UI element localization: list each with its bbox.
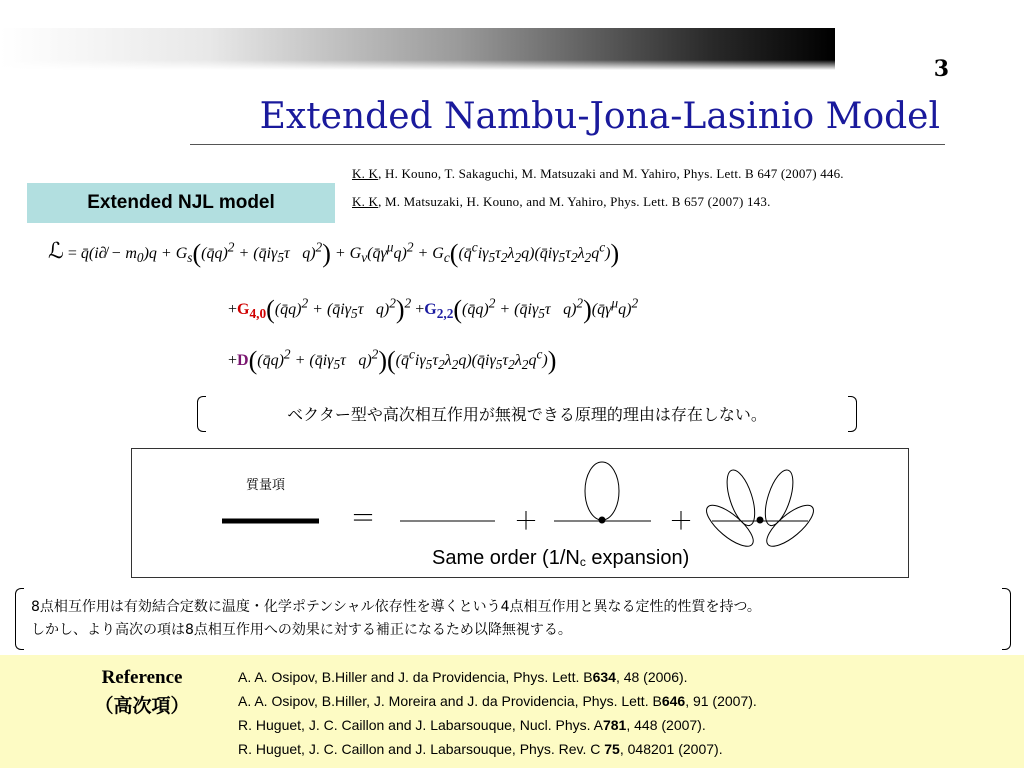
coupling-g22: $G_{2,2}$ — [424, 301, 454, 322]
bracket-right — [848, 396, 857, 432]
top-reference-2 — [352, 188, 844, 216]
top-references — [352, 160, 844, 216]
loop-mid-left — [721, 467, 760, 529]
header-gradient-bar — [0, 28, 835, 70]
equals-sign: ＝ — [350, 504, 377, 534]
reference-details: , M. Matsuzaki, H. Kouno, and M. Yahiro, Phys. Lett. B 657 (2007) 143. — [378, 194, 771, 209]
coupling-d: D — [237, 352, 249, 369]
model-label-box — [27, 183, 335, 223]
model-label: Extended NJL model — [87, 192, 275, 213]
lagrangian-symbol: ℒ — [48, 238, 64, 263]
reference-author: K. K — [352, 194, 379, 209]
reference-item: A. A. Osipov, B.Hiller, J. Moreira and J. da Providencia, Phys. Lett. B646, 91 (2007). — [238, 693, 757, 709]
vertex-dot-1 — [599, 517, 606, 524]
slide-title: Extended Nambu-Jona-Lasinio Model — [259, 96, 940, 137]
single-loop — [585, 462, 619, 520]
eight-point-paragraph — [15, 588, 1011, 648]
vertex-dot-2 — [757, 517, 764, 524]
feynman-diagram-box — [131, 448, 909, 578]
note-text: ベクター型や高次相互作用が無視できる原理的理由は存在しない。 — [287, 404, 767, 424]
paragraph-text — [31, 596, 761, 642]
loop-mid-right — [760, 467, 799, 529]
reference-item: R. Huguet, J. C. Caillon and J. Labarsouque, Nucl. Phys. A781, 448 (2007). — [238, 717, 706, 733]
coupling-g40: $G_{4,0}$ — [237, 301, 267, 322]
loop-right — [761, 499, 820, 553]
bracket-left — [15, 588, 24, 650]
vector-interaction-note — [197, 396, 857, 430]
bracket-right — [1002, 588, 1011, 650]
reference-list — [238, 665, 757, 761]
reference-section — [0, 655, 1024, 768]
paragraph-line-2: しかし、より高次の項は8点相互作用への効果に対する補正になるため以降無視する。 — [31, 622, 572, 638]
reference-details: , H. Kouno, T. Sakaguchi, M. Matsuzaki and M. Yahiro, Phys. Lett. B 647 (2007) 446. — [378, 166, 844, 181]
reference-author: K. K — [352, 166, 379, 181]
reference-heading — [82, 663, 202, 721]
same-order-caption: Same order ($1/N_c$ expansion) — [432, 547, 690, 569]
lagrangian-line-2: $+G_{4,0}((q̄q)^2$ + $(q̄i\gamma_5\tau⃗q)^2)^2$ $+G_{2,2}((q̄q)^2$ + $(q̄i\gamma_5\tau⃗q)^2)(q̄\gamma^\mu q)^2$ — [228, 295, 639, 324]
loop-left — [701, 499, 760, 553]
bracket-left — [197, 396, 206, 432]
plus-sign-2: ＋ — [669, 507, 693, 535]
reference-subtitle: （高次項） — [94, 696, 190, 717]
plus-sign-1: ＋ — [514, 507, 538, 535]
reference-item: R. Huguet, J. C. Caillon and J. Labarsouque, Phys. Rev. C 75, 048201 (2007). — [238, 741, 723, 757]
title-divider — [190, 144, 945, 145]
lagrangian-line-1: ℒ = q̄(i∂̸ − $m_0)q$ + $G_s((q̄q)^2$ + $(q̄i\gamma_5\tau⃗q)^2$) + $G_v(q̄\gamma^\mu q)^2$ + $G_c((q̄^ci\gamma_5\tau_2\lambda_2q)(q̄i\gamma_5\tau_2\lambda_2q^c))$ — [48, 238, 620, 268]
top-reference-1 — [352, 160, 844, 188]
lagrangian-line-3: +D((q̄q)$^2$ + $(q̄i\gamma_5\tau⃗q)^2)((q̄^ci\gamma_5\tau_2\lambda_2q)(q̄i\gamma_5\tau_2\lambda_2q^c))$ — [228, 346, 557, 375]
reference-title: Reference — [101, 667, 183, 688]
mass-term-label: 質量項 — [246, 478, 286, 493]
reference-item: A. A. Osipov, B.Hiller and J. da Providencia, Phys. Lett. B634, 48 (2006). — [238, 669, 688, 685]
paragraph-line-1: 8点相互作用は有効結合定数に温度・化学ポテンシャル依存性を導くという4点相互作用と異なる定性的性質を持つ。 — [31, 599, 761, 615]
page-number: 3 — [933, 56, 949, 82]
